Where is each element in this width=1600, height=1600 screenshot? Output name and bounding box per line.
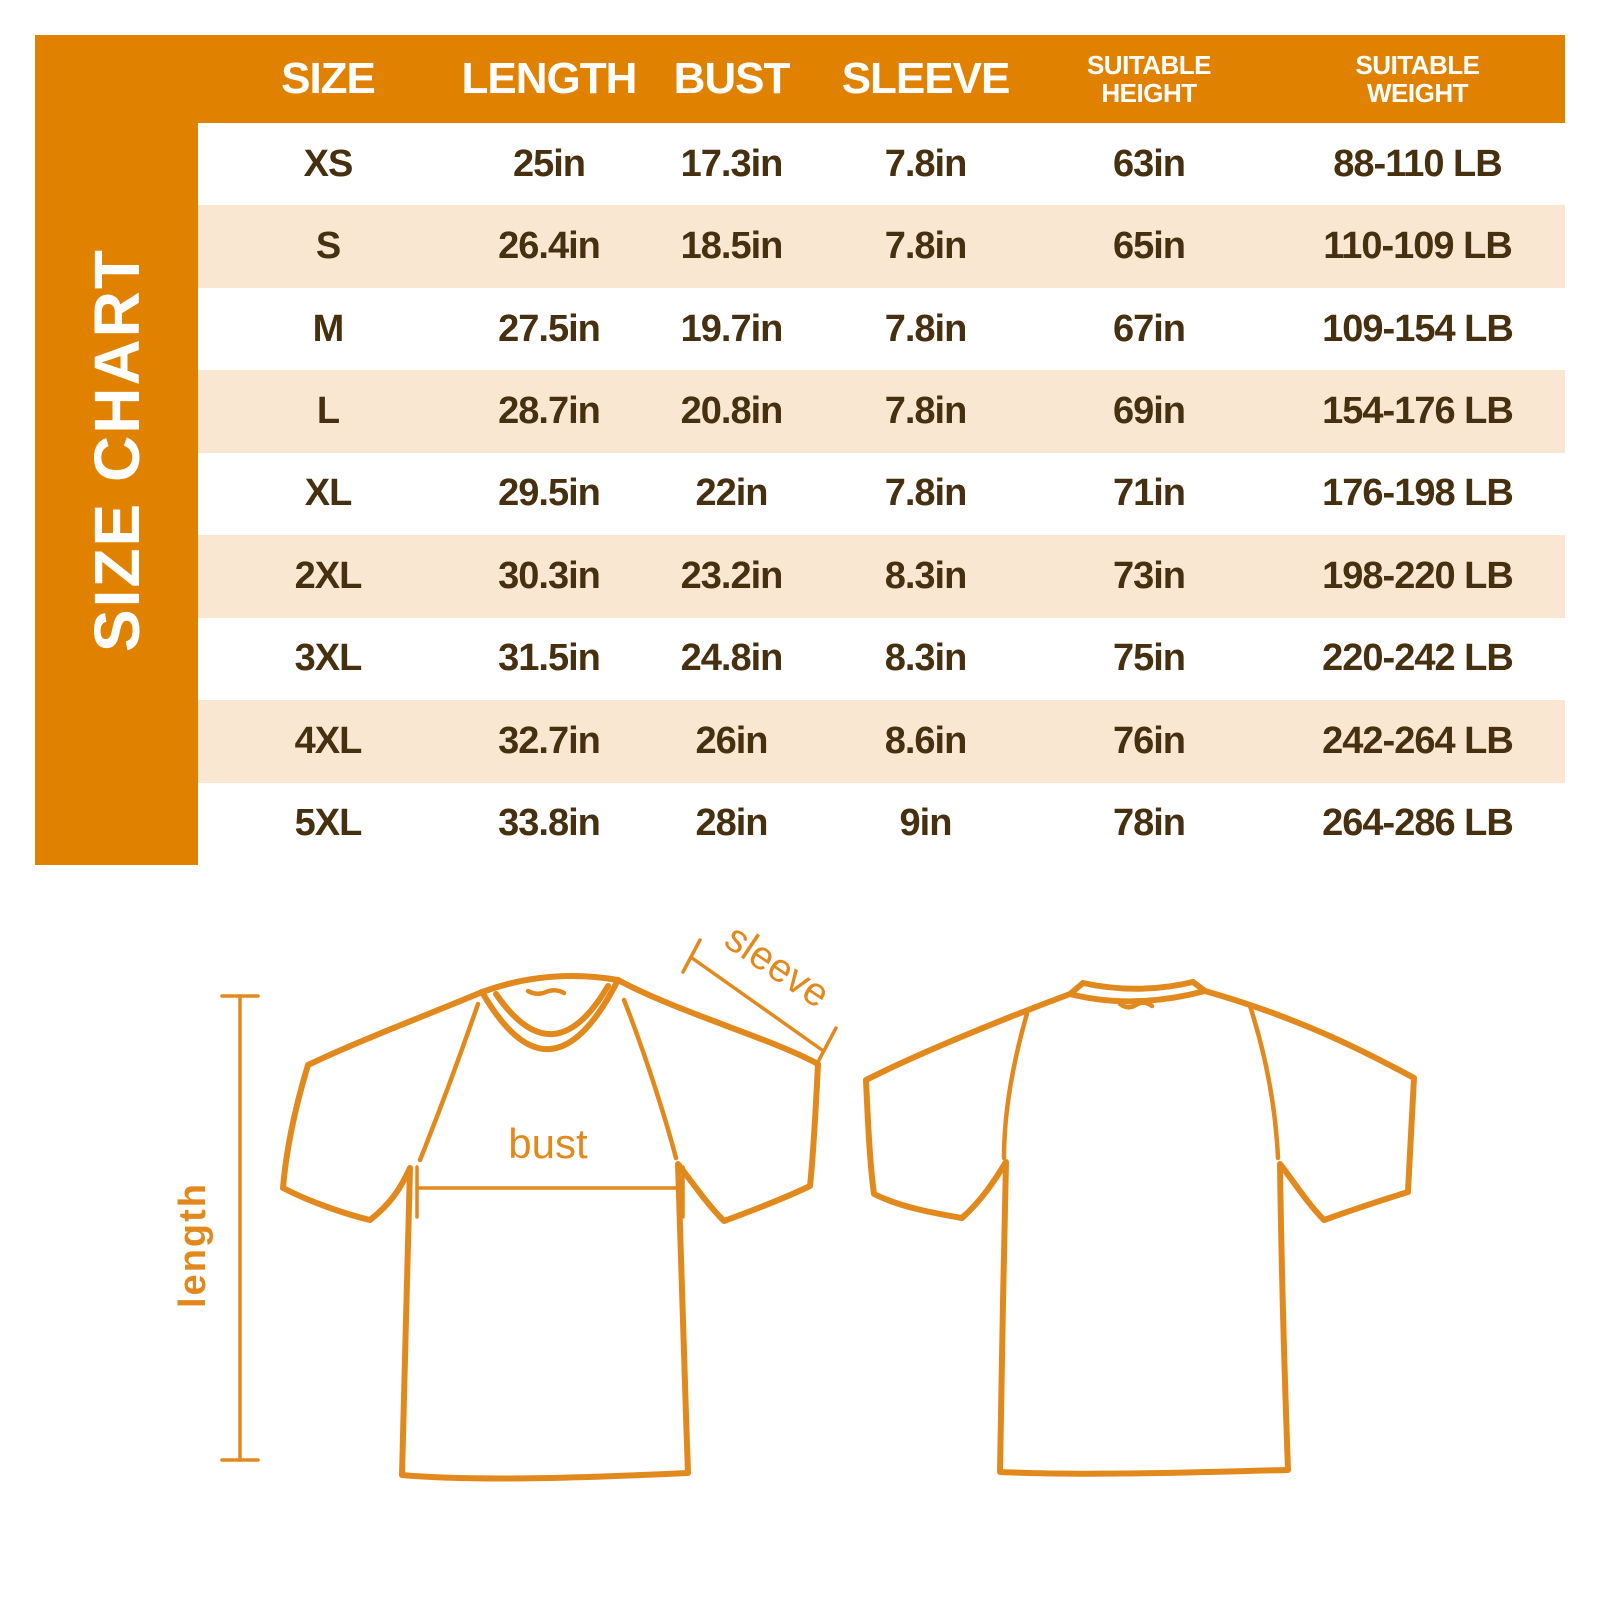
col-header-suitable-weight-line2: WEIGHT: [1366, 78, 1468, 108]
cell-sleeve: 7.8in: [884, 142, 967, 185]
back-shirt-outline: [866, 991, 1414, 1474]
cell-sleeve: 7.8in: [884, 225, 967, 268]
col-header-size: SIZE: [281, 54, 375, 103]
table-row-3xl: [198, 618, 1565, 700]
front-left-seam: [420, 1004, 478, 1160]
bust-measurement: [417, 1120, 683, 1217]
cell-size: L: [316, 390, 340, 433]
cell-weight: 154-176 LB: [1322, 390, 1513, 433]
cell-bust: 23.2in: [680, 554, 783, 597]
col-header-suitable-weight-line1: SUITABLE: [1355, 49, 1480, 80]
cell-size: 3XL: [294, 637, 362, 680]
col-header-length: LENGTH: [461, 54, 637, 103]
cell-length: 32.7in: [498, 719, 600, 762]
cell-size: XS: [303, 142, 353, 185]
cell-bust: 24.8in: [680, 637, 783, 680]
cell-weight: 198-220 LB: [1322, 554, 1513, 597]
table-body: [198, 123, 1565, 865]
cell-sleeve: 7.8in: [884, 307, 967, 350]
cell-weight: 88-110 LB: [1333, 142, 1502, 185]
cell-size: 4XL: [294, 719, 362, 762]
table-row-m: [198, 288, 1565, 370]
cell-height: 73in: [1112, 554, 1186, 597]
back-collar-bottom: [1070, 991, 1205, 1001]
table-header-row: [198, 35, 1565, 123]
cell-length: 29.5in: [498, 472, 600, 515]
cell-length: 31.5in: [498, 637, 600, 680]
back-collar-top: [1083, 982, 1193, 989]
cell-sleeve: 7.8in: [884, 472, 967, 515]
back-right-seam: [1250, 1006, 1278, 1158]
cell-sleeve: 7.8in: [884, 390, 967, 433]
cell-height: 67in: [1112, 307, 1186, 350]
col-header-suitable-height: [1087, 51, 1211, 107]
back-left-seam: [1004, 1010, 1028, 1158]
cell-weight: 220-242 LB: [1322, 637, 1513, 680]
cell-height: 69in: [1112, 390, 1186, 433]
sidebar-title-strip: [35, 35, 198, 865]
bust-label: bust: [508, 1120, 588, 1167]
cell-sleeve: 8.3in: [884, 637, 967, 680]
col-header-suitable-height-line1: SUITABLE: [1086, 49, 1212, 80]
cell-bust: 18.5in: [680, 225, 783, 268]
cell-sleeve: 8.6in: [884, 719, 967, 762]
cell-bust: 26in: [695, 719, 768, 762]
cell-length: 25in: [512, 142, 586, 185]
cell-bust: 17.3in: [680, 142, 783, 185]
cell-bust: 19.7in: [680, 307, 783, 350]
cell-size: M: [312, 307, 344, 350]
page-title: SIZE CHART: [80, 248, 153, 652]
front-collar-stitch: [528, 990, 564, 994]
sleeve-label: sleeve: [717, 915, 838, 1017]
sleeve-end-tick: [819, 1028, 836, 1060]
cell-bust: 20.8in: [680, 390, 783, 433]
table-row-l: [198, 370, 1565, 452]
cell-length: 28.7in: [498, 390, 600, 433]
cell-length: 33.8in: [498, 802, 600, 845]
size-chart-panel: [35, 35, 1565, 865]
cell-length: 27.5in: [498, 307, 600, 350]
length-measurement: [172, 996, 258, 1460]
cell-size: 2XL: [294, 554, 362, 597]
cell-weight: 110-109 LB: [1323, 225, 1512, 268]
col-header-bust: BUST: [673, 54, 790, 103]
table-row-s: [198, 205, 1565, 287]
cell-weight: 264-286 LB: [1322, 802, 1513, 845]
cell-weight: 109-154 LB: [1322, 307, 1513, 350]
back-tshirt-drawing: [866, 982, 1414, 1474]
cell-height: 75in: [1112, 637, 1186, 680]
cell-bust: 22in: [695, 472, 768, 515]
cell-weight: 176-198 LB: [1322, 472, 1513, 515]
table-row-xl: [198, 453, 1565, 535]
length-label: length: [172, 1182, 214, 1308]
sleeve-start-tick: [683, 940, 700, 972]
cell-length: 30.3in: [498, 554, 600, 597]
cell-height: 63in: [1112, 142, 1186, 185]
cell-weight: 242-264 LB: [1322, 719, 1513, 762]
col-header-suitable-height-line2: HEIGHT: [1101, 78, 1197, 108]
cell-sleeve: 9in: [899, 802, 952, 845]
tshirt-measurement-diagram: [0, 880, 1600, 1580]
cell-height: 78in: [1112, 802, 1186, 845]
front-shirt-outline: [283, 980, 818, 1479]
table-row-xs: [198, 123, 1565, 205]
size-table: [198, 35, 1565, 865]
table-row-4xl: [198, 700, 1565, 782]
col-header-sleeve: SLEEVE: [841, 54, 1010, 103]
table-row-2xl: [198, 535, 1565, 617]
cell-height: 65in: [1112, 225, 1186, 268]
cell-sleeve: 8.3in: [884, 554, 967, 597]
cell-size: 5XL: [294, 802, 362, 845]
cell-size: S: [315, 225, 341, 268]
cell-height: 76in: [1112, 719, 1186, 762]
table-row-5xl: [198, 783, 1565, 865]
cell-height: 71in: [1112, 472, 1186, 515]
cell-size: XL: [304, 472, 352, 515]
front-right-seam: [624, 1000, 676, 1158]
front-tshirt-drawing: [283, 976, 818, 1479]
cell-bust: 28in: [695, 802, 768, 845]
col-header-suitable-weight: [1355, 51, 1479, 107]
cell-length: 26.4in: [498, 225, 600, 268]
